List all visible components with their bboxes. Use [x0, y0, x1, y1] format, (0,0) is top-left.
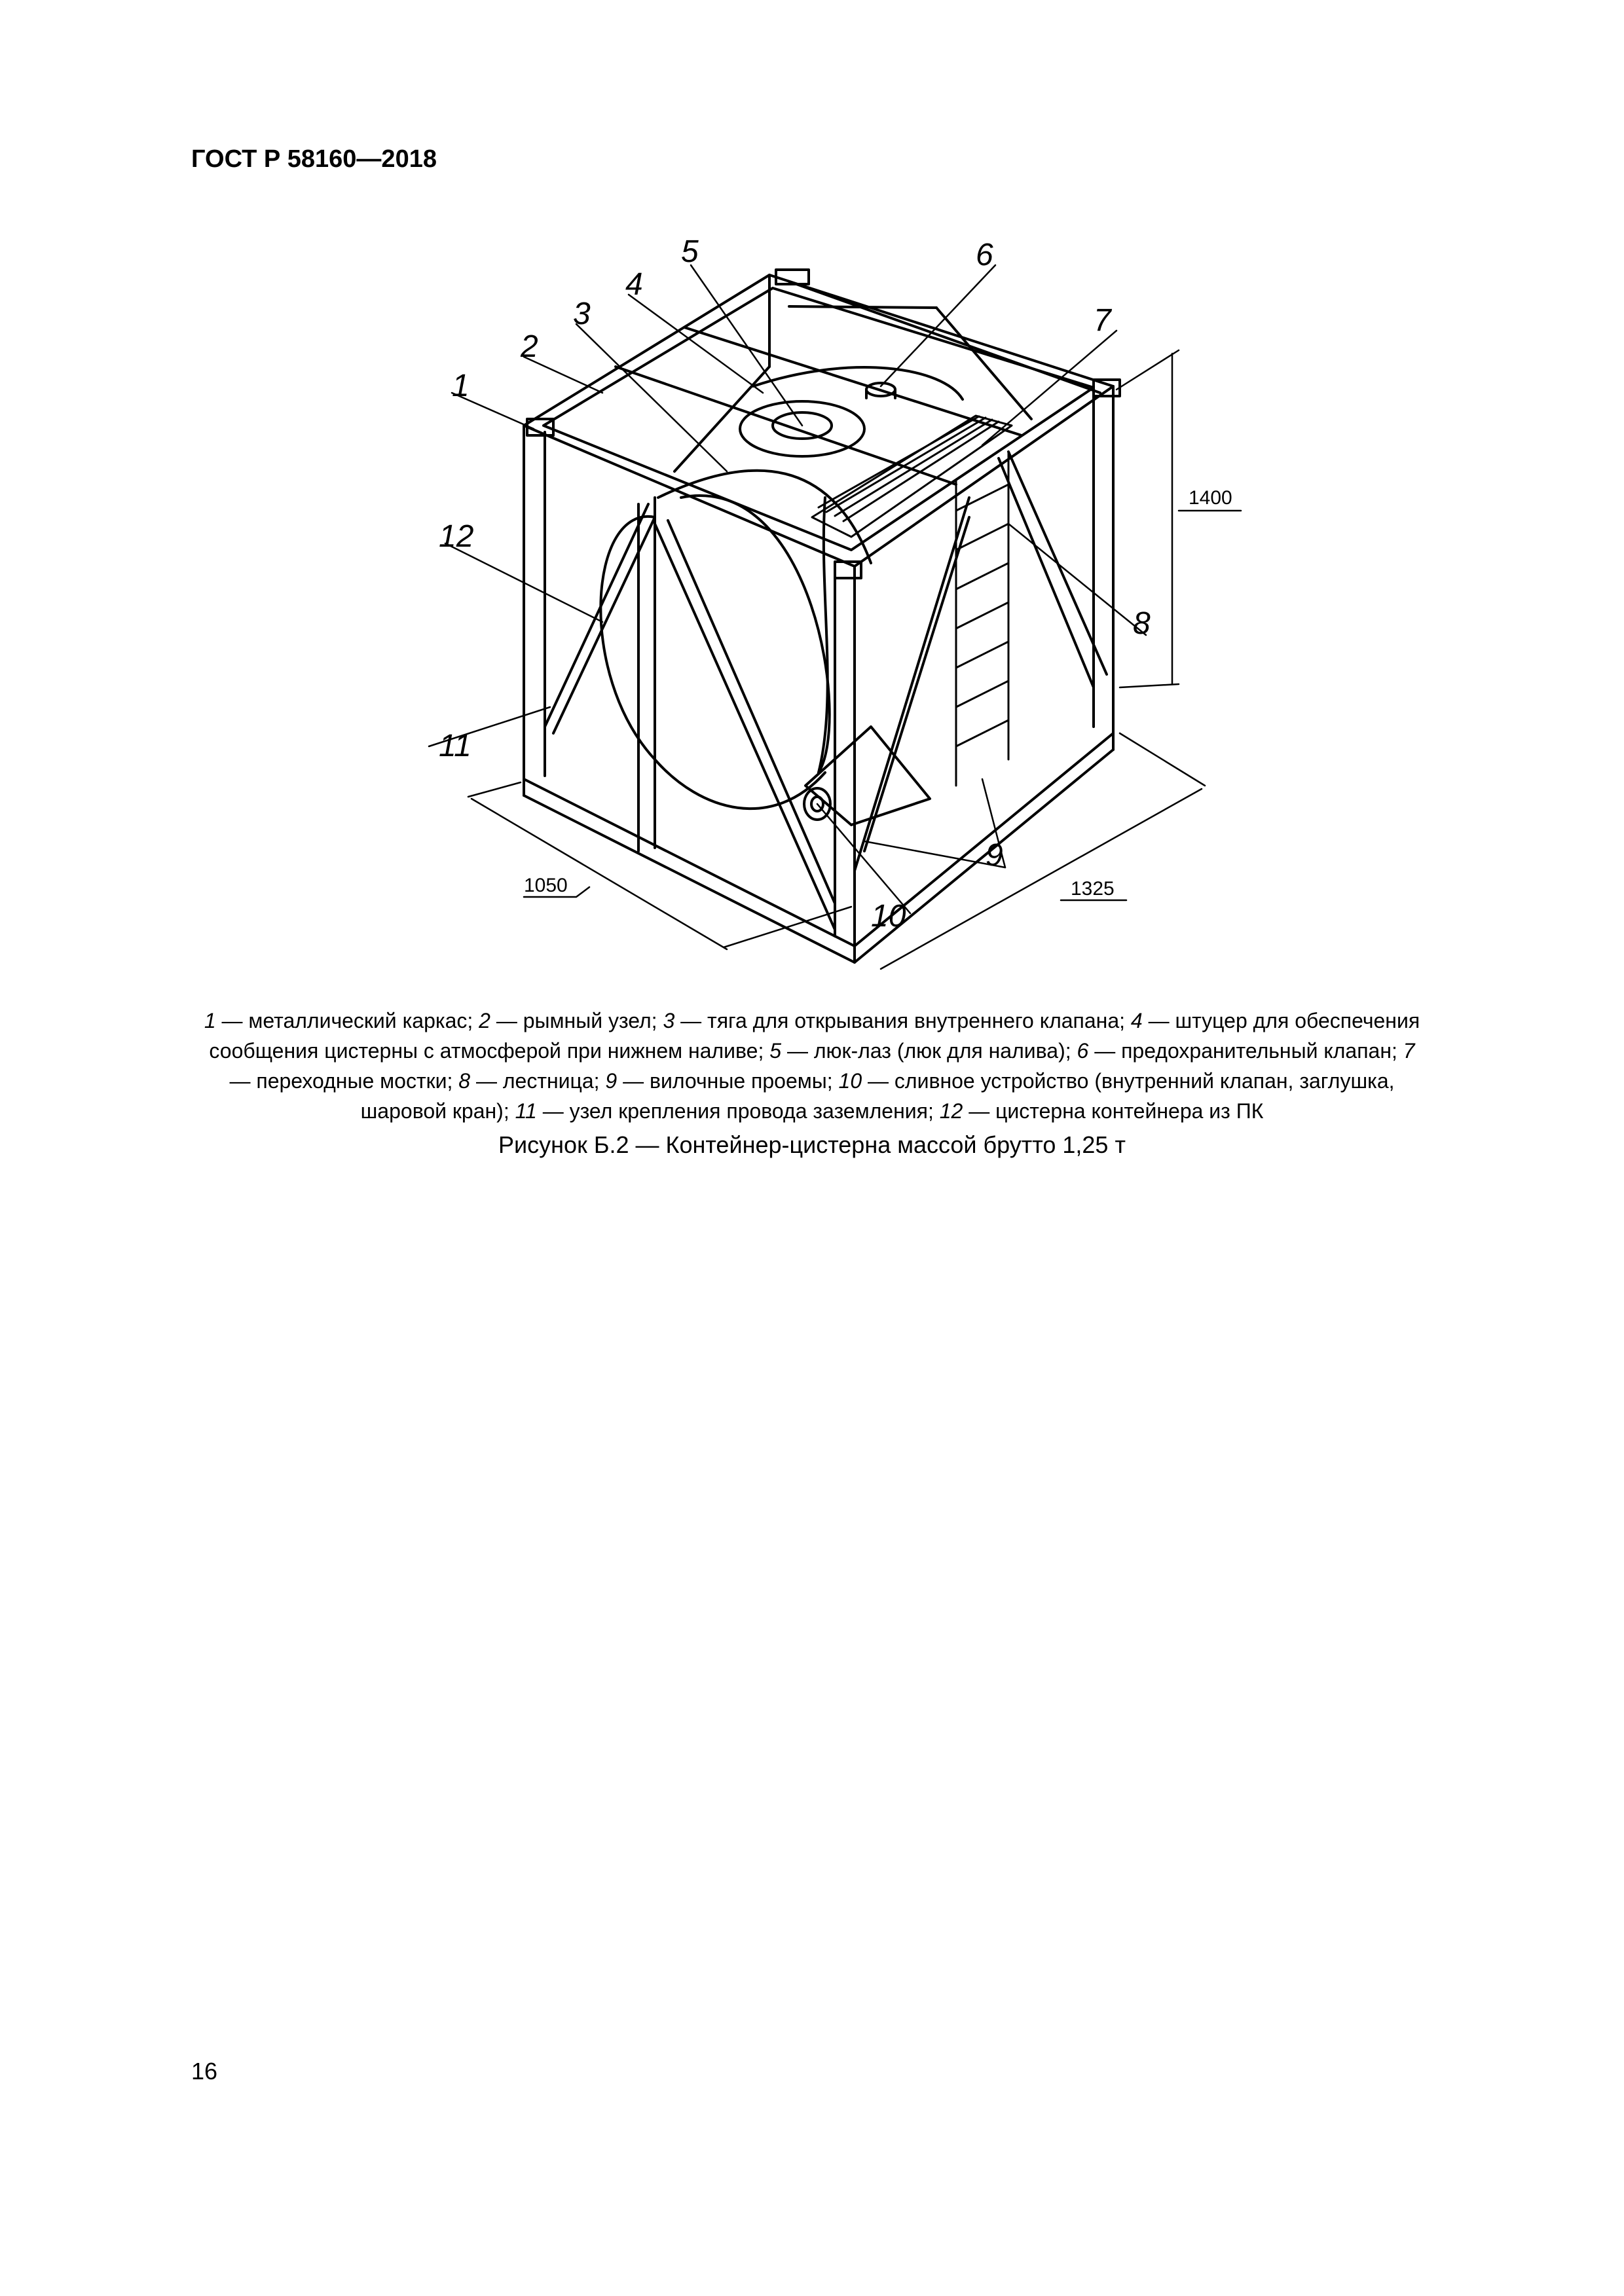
- legend-item: [515, 1099, 940, 1123]
- legend-item: [605, 1069, 838, 1093]
- legend-number: 9: [605, 1069, 618, 1093]
- callout-11: 11: [439, 729, 471, 763]
- legend-text: — металлический каркас;: [215, 1009, 479, 1032]
- document-header: ГОСТ Р 58160—2018: [191, 145, 437, 173]
- legend-item: [1077, 1039, 1403, 1063]
- legend-item: [769, 1039, 1077, 1063]
- legend-number: 7: [1403, 1039, 1415, 1063]
- legend-number: 1: [204, 1009, 216, 1032]
- callout-2: 2: [521, 329, 538, 364]
- legend-number: 5: [769, 1039, 782, 1063]
- legend-text: — узел крепления провода заземления;: [536, 1099, 940, 1123]
- legend-number: 3: [663, 1009, 675, 1032]
- legend-item: [458, 1069, 605, 1093]
- callout-3: 3: [573, 297, 591, 331]
- callout-9: 9: [986, 838, 1003, 873]
- callout-5: 5: [681, 234, 699, 269]
- legend-item: [204, 1009, 479, 1032]
- callout-8: 8: [1133, 606, 1151, 641]
- legend-text: — люк-лаз (люк для налива);: [781, 1039, 1077, 1063]
- callout-1: 1: [452, 369, 470, 403]
- legend-number: 8: [458, 1069, 471, 1093]
- callout-4: 4: [625, 267, 643, 302]
- legend-text: — рымный узел;: [490, 1009, 663, 1032]
- page-number: 16: [191, 2058, 218, 2085]
- callout-7: 7: [1094, 303, 1111, 338]
- dimension-1400: 1400: [1189, 487, 1232, 509]
- legend-number: 10: [838, 1069, 862, 1093]
- callout-10: 10: [871, 899, 906, 934]
- dimension-1050: 1050: [524, 875, 568, 896]
- legend-text: — сливное устройство (внутренний клапан, заглушка, шаровой кран);: [360, 1069, 1395, 1123]
- legend-number: 11: [515, 1099, 537, 1123]
- legend-item: [940, 1099, 1264, 1123]
- callout-6: 6: [976, 238, 993, 272]
- container-tank-drawing: [0, 0, 1624, 995]
- legend-text: — штуцер для обеспечения сообщения цистерны с атмосферой при нижнем наливе;: [209, 1009, 1420, 1063]
- dimension-1325: 1325: [1071, 878, 1115, 900]
- legend-item: [479, 1009, 663, 1032]
- legend-item: [663, 1009, 1130, 1032]
- legend-text: — тяга для открывания внутреннего клапана;: [674, 1009, 1131, 1032]
- legend-number: 2: [479, 1009, 490, 1032]
- legend-number: 12: [939, 1099, 963, 1123]
- metal-frame: [524, 270, 1120, 962]
- legend-text: — вилочные проемы;: [617, 1069, 839, 1093]
- ladder: [956, 452, 1008, 786]
- legend-text: — переходные мостки;: [229, 1069, 459, 1093]
- callout-12: 12: [439, 519, 474, 554]
- legend-text: — предохранительный клапан;: [1088, 1039, 1403, 1063]
- legend-text: — лестница;: [470, 1069, 606, 1093]
- figure-caption: Рисунок Б.2 — Контейнер-цистерна массой брутто 1,25 т: [498, 1131, 1126, 1158]
- legend-text: — цистерна контейнера из ПК: [963, 1099, 1264, 1123]
- legend-number: 6: [1077, 1039, 1089, 1063]
- legend-number: 4: [1130, 1009, 1143, 1032]
- figure-legend: [196, 1006, 1428, 1126]
